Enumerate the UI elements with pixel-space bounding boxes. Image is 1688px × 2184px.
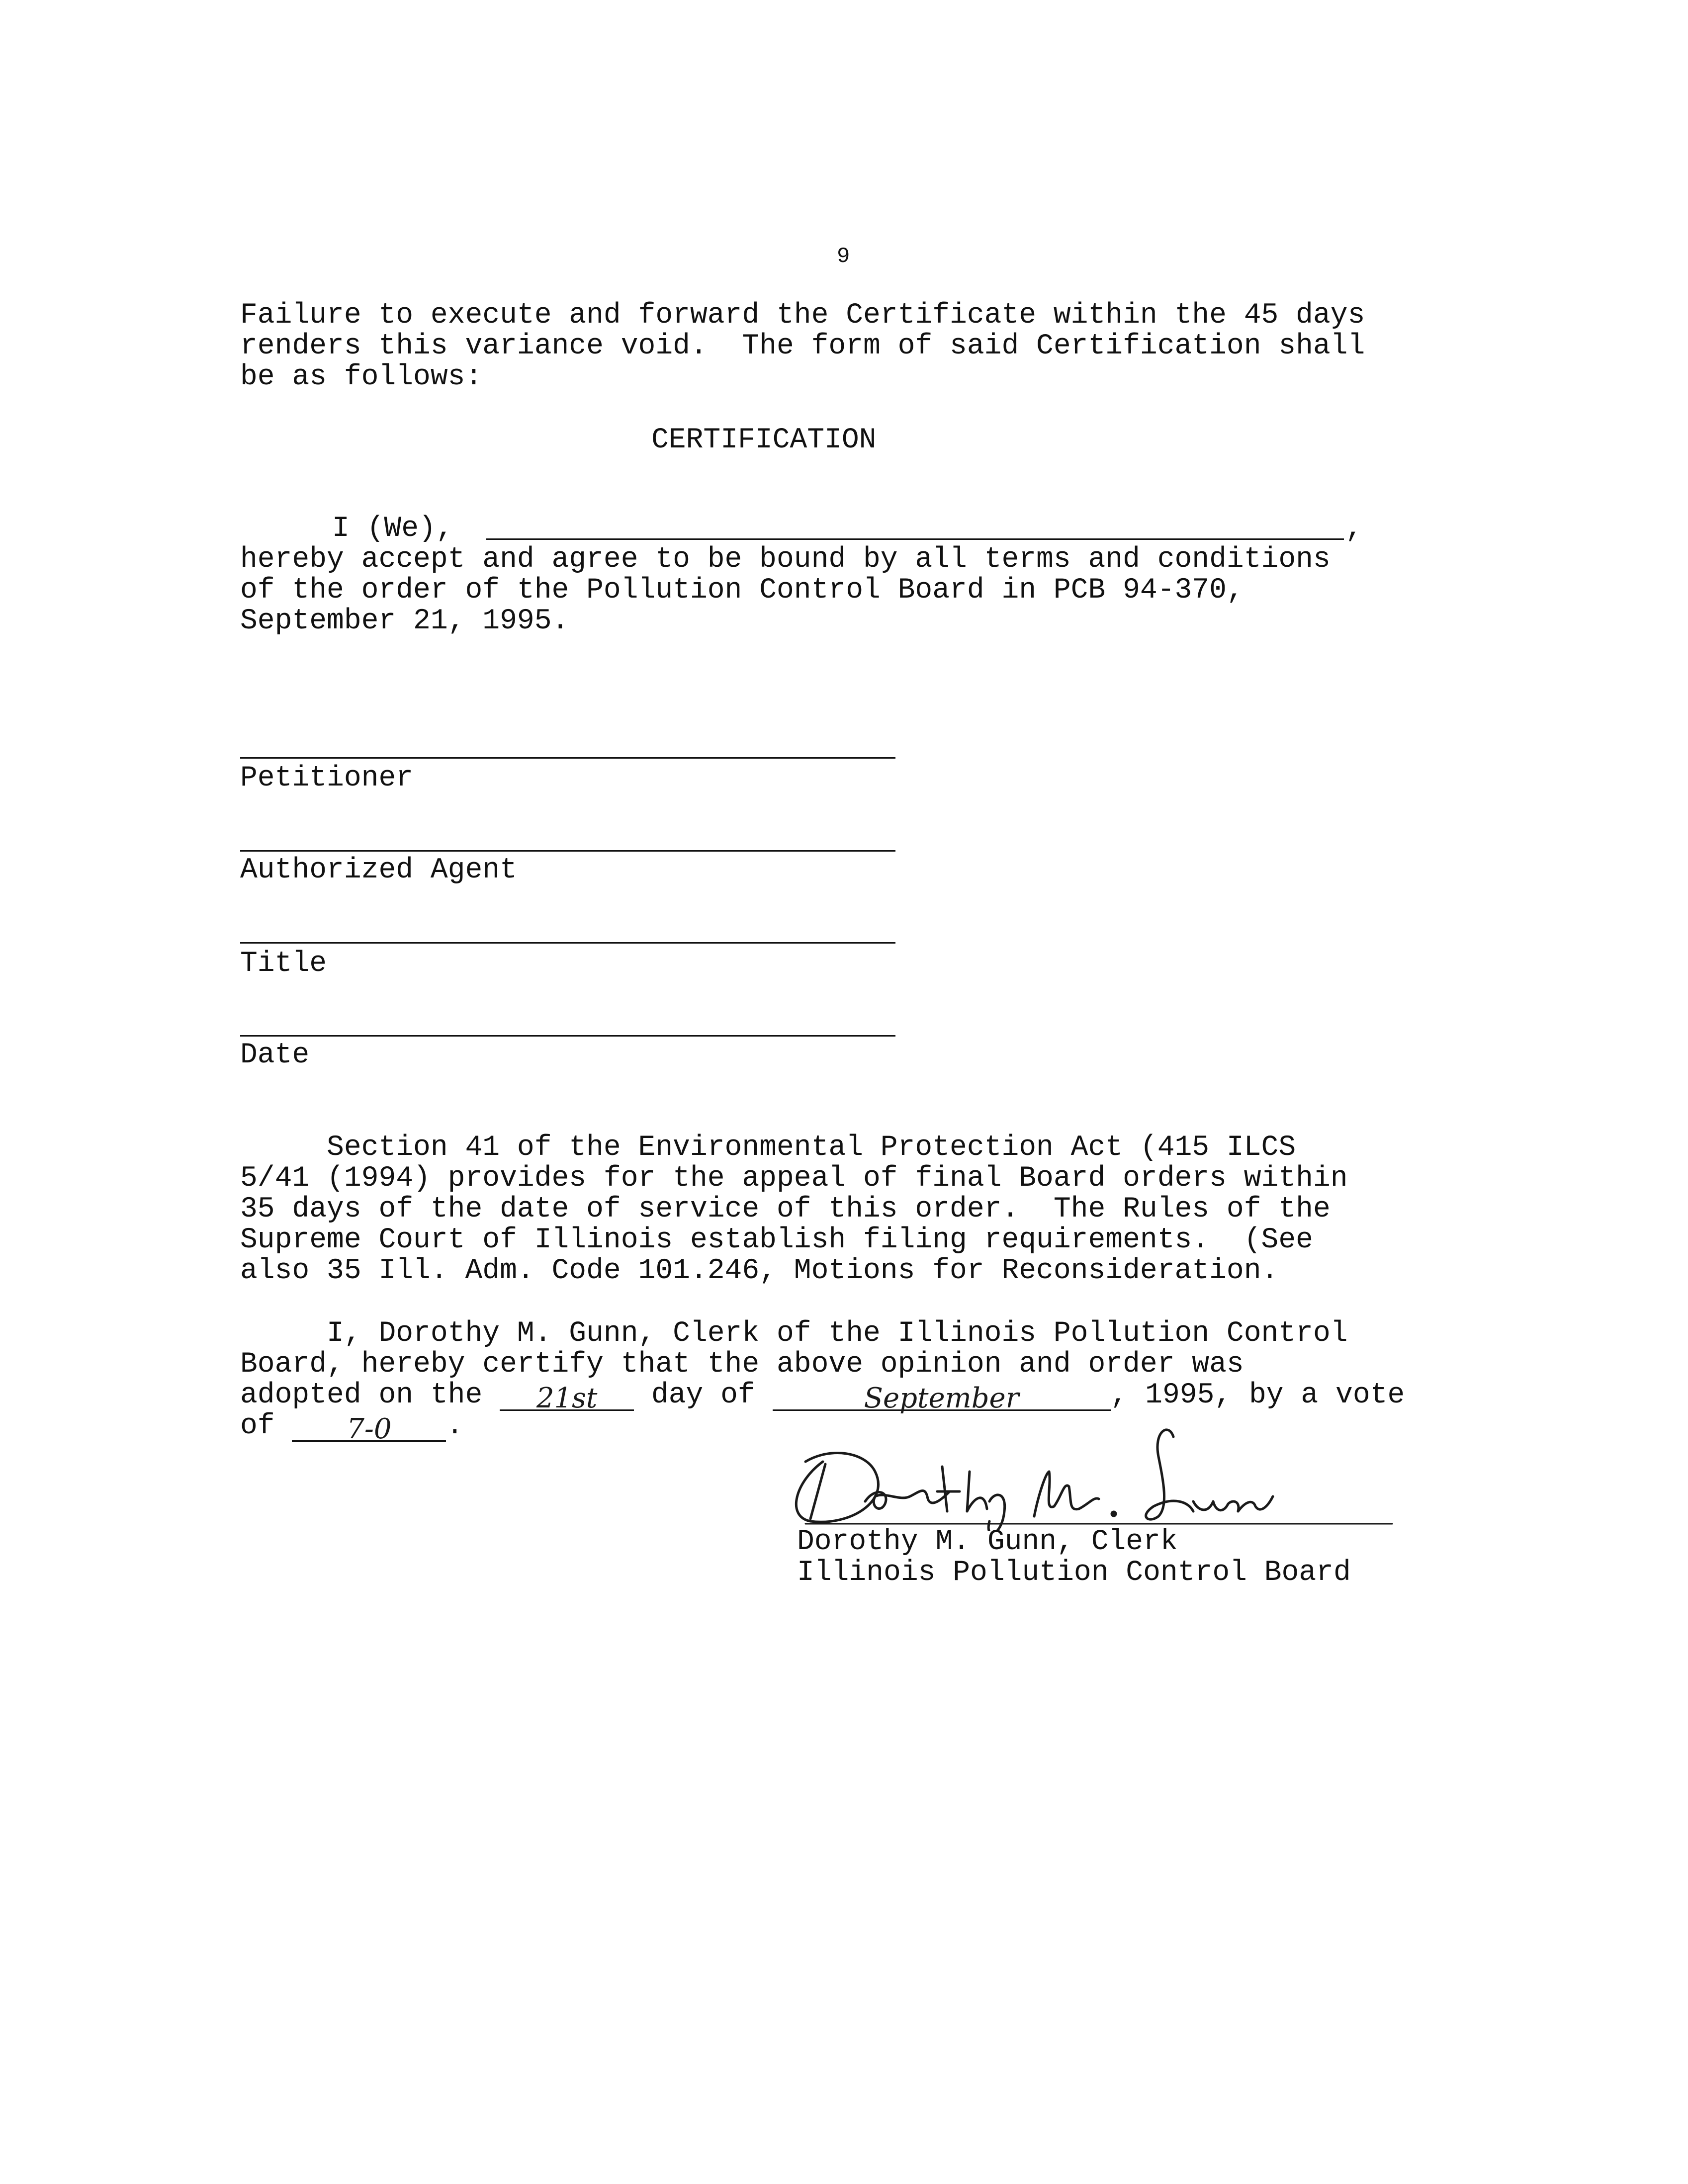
clerk-line: Board, hereby certify that the above opinion and order was (240, 1348, 1244, 1381)
section41-line: 35 days of the date of service of this order. The Rules of the (240, 1193, 1331, 1225)
vote-handwritten: 7-0 (347, 1413, 392, 1445)
signer-organization: Illinois Pollution Control Board (797, 1557, 1351, 1589)
adopted-day-field (500, 1382, 634, 1414)
clerk-line-adopted (240, 1379, 1405, 1414)
authorized-agent-label: Authorized Agent (240, 854, 517, 886)
section41-line: Supreme Court of Illinois establish filing requirements. (See (240, 1224, 1313, 1256)
clerk-line: I, Dorothy M. Gunn, Clerk of the Illinois Pollution Control (240, 1317, 1348, 1350)
day-of-text: day of (634, 1379, 773, 1411)
we-label: I (We), (332, 513, 453, 545)
cert-body-line: September 21, 1995. (240, 605, 569, 637)
authorized-agent-line[interactable] (240, 850, 895, 852)
adopted-month-handwritten: September (864, 1382, 1019, 1414)
vote-field (292, 1413, 446, 1445)
title-line[interactable] (240, 942, 895, 944)
certification-heading: CERTIFICATION (651, 424, 877, 456)
year-vote-text: , 1995, by a vote (1110, 1379, 1405, 1411)
signer-name: Dorothy M. Gunn, Clerk (797, 1526, 1178, 1558)
we-name-line (486, 538, 1344, 540)
adopted-text: adopted on the (240, 1379, 500, 1411)
we-trailing-comma: , (1345, 513, 1363, 545)
intro-line: Failure to execute and forward the Certificate within the 45 days (240, 299, 1365, 332)
intro-line: renders this variance void. The form of said Certification shall (240, 330, 1365, 362)
cert-body-line: hereby accept and agree to be bound by all terms and conditions (240, 543, 1331, 576)
page-number: 9 (837, 244, 850, 269)
cert-body-line: of the order of the Pollution Control Board in PCB 94-370, (240, 574, 1244, 607)
vote-period: . (446, 1410, 464, 1442)
adopted-day-handwritten: 21st (536, 1382, 598, 1414)
petitioner-line[interactable] (240, 757, 895, 759)
intro-line: be as follows: (240, 361, 483, 393)
section41-line: Section 41 of the Environmental Protection Act (415 ILCS (240, 1132, 1296, 1164)
handwritten-signature-graphic (776, 1417, 1397, 1531)
clerk-signature (776, 1417, 1397, 1531)
adopted-month-field (773, 1382, 1111, 1414)
petitioner-label: Petitioner (240, 762, 414, 794)
date-line[interactable] (240, 1035, 895, 1037)
title-label: Title (240, 948, 327, 980)
clerk-line-vote (240, 1410, 464, 1445)
of-text: of (240, 1410, 292, 1442)
section41-line: also 35 Ill. Adm. Code 101.246, Motions for Reconsideration. (240, 1255, 1279, 1287)
section41-line: 5/41 (1994) provides for the appeal of final Board orders within (240, 1162, 1348, 1195)
date-label: Date (240, 1039, 310, 1071)
